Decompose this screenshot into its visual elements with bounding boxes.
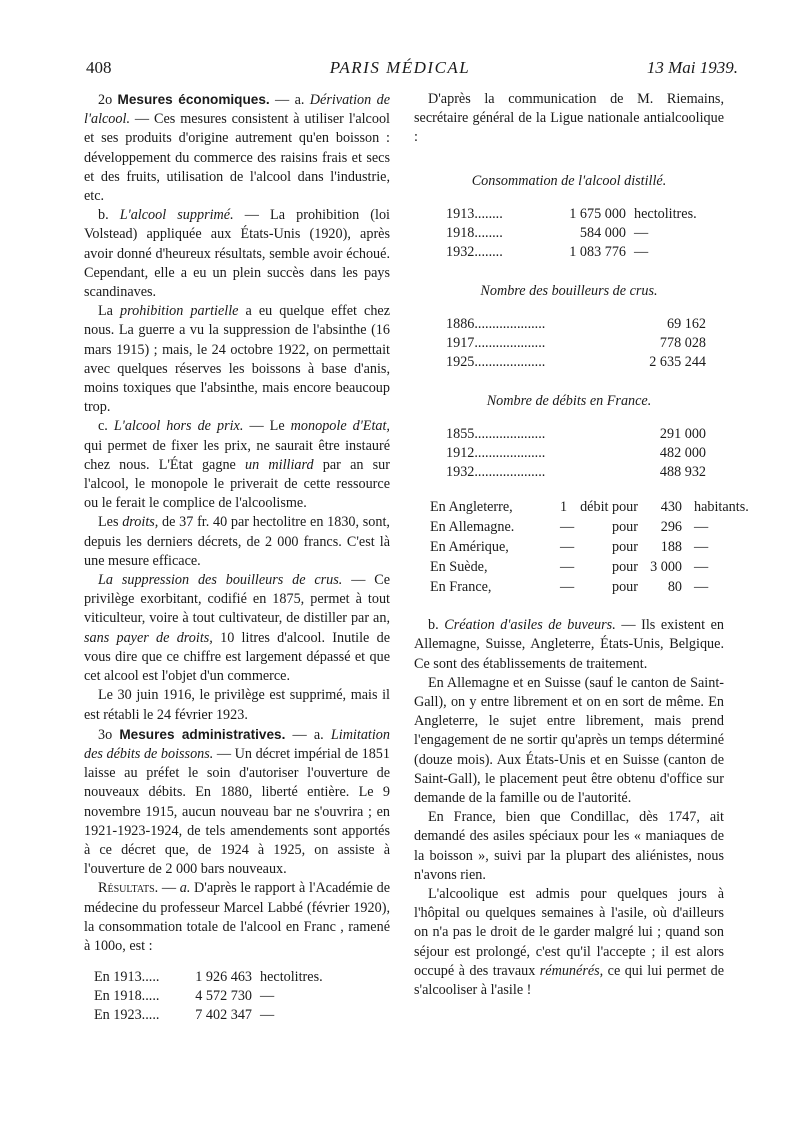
section-heading: Mesures économiques. [117, 92, 270, 107]
section-heading: Mesures administratives. [119, 726, 286, 742]
paragraph-germany-switzerland: En Allemagne et en Suisse (sauf le canton de Saint-Gall), on y entre librement et on en sort de même. En Angleterre, le sujet entre librement, mais prend l'engagement de ne sortir qu'après un temps déterminé (douze mois). Aux États-Unis et en Suisse (canton de Saint-Gall), le placement peut être obtenu d'office sur demande de la famille ou de l'autorité. [414, 674, 724, 807]
page-header [62, 58, 738, 84]
table-row: En France, — pour 80 — [430, 579, 709, 596]
table-row: 1917.................... 778 028 [446, 335, 706, 352]
table-row: En Allemagne. — pour 296 — [430, 519, 709, 536]
table-row: En Angleterre, 1 débit pour 430 habitants. [430, 499, 749, 516]
debits-table [414, 425, 724, 482]
table-row: 1913........ 1 675 000 hectolitres. [446, 205, 697, 222]
distilled-alcohol-table [414, 205, 724, 262]
table-row: En Amérique, — pour 188 — [430, 539, 709, 556]
paragraph-bouilleurs: La suppression des bouilleurs de crus. — Ce privilège exorbitant, codifié en 1875, permet à tout viticulteur, voire à tout cultivateur, de distiller par an, sans payer de droits, 10 litres d'alcool. Inutile de vous dire que ce chiffre est largement dépassé et que cet alcool est l'objet d'un commerce. [84, 572, 390, 685]
table-caption: Consommation de l'alcool distillé. [471, 172, 667, 189]
paragraph-results: Résultats. — a. D'après le rapport à l'Académie de médecine du professeur Marcel Labbé (février 1920), la consommation totale de l'alcool en Franc , ramené à 100o, est : [84, 880, 391, 954]
table-row: En 1913..... 1 926 463 hectolitres. [94, 969, 323, 986]
right-column [414, 90, 749, 1000]
table-row: 1918........ 584 000 — [446, 224, 649, 241]
table-row: 1932........ 1 083 776 — [446, 243, 649, 260]
paragraph-france-condillac: En France, bien que Condillac, dès 1747, ait demandé des asiles spéciaux pour les « maniaques de la boisson », suivi par la plupart des aliénistes, nous n'avons rien. [414, 809, 724, 883]
paragraph-alcoholic-admitted: L'alcoolique est admis pour quelques jours à l'hôpital ou quelques semaines à l'asile, où d'ailleurs on n'a pas le droit de le garder malgré lui ; quand son séjour est prolongé, c'est qu'il l'accepte ; il est alors occupé à des travaux rémunérés, ce qui lui permet de s'alcooliser à l'asile ! [414, 886, 724, 999]
paragraph-economic-measures: 2o Mesures économiques. — a. Dérivation de l'alcool. — Ces mesures consistent à utiliser l'alcool et ses produits d'origine autrement qu'en boisson : développement du commerce des raisins frais et secs et des fruits, utilisation de l'alcool dans l'industrie, etc. [84, 92, 390, 205]
table-row: 1932.................... 488 932 [446, 464, 706, 481]
paragraph-partial-prohibition: La prohibition partielle a eu quelque effet chez nous. La guerre a vu la suppression de l'absinthe (16 mars 1915) ; mais, le 24 octobre 1922, on permettait avec quelques réserves les boissons à base d'anis, moins toxiques que l'absinthe, mais encore beaucoup trop. [84, 303, 391, 416]
page-number: 408 [86, 58, 112, 77]
country-comparison-table [414, 498, 749, 598]
table-row: En Suède, — pour 3 000 — [430, 559, 709, 576]
paragraph-alcohol-price: c. L'alcool hors de prix. — Le monopole d'Etat, qui permet de fixer les prix, ne saurait être instauré chez nous. L'État gagne un milliard par an sur l'alcool, le monopole le priverait de cette ressource ou le ferait le complice de l'alcoolisme. [84, 418, 390, 512]
table-row: 1912.................... 482 000 [446, 445, 706, 462]
journal-title: PARIS MÉDICAL [329, 58, 471, 77]
table-row: 1886.................... 69 162 [446, 316, 706, 333]
table-row: En 1923..... 7 402 347 — [94, 1007, 275, 1024]
issue-date: 13 Mai 1939. [646, 58, 738, 77]
table-caption: Nombre de débits en France. [486, 393, 652, 410]
consumption-table [94, 968, 390, 1025]
paragraph-duties: Les droits, de 37 fr. 40 par hectolitre en 1830, sont, depuis les derniers décrets, de 2 000 francs. C'est là une mesure efficace. [84, 514, 390, 569]
table-row: En 1918..... 4 572 730 — [94, 988, 275, 1005]
paragraph-asylums: b. Création d'asiles de buveurs. — Ils existent en Allemagne, Suisse, Angleterre, États-Unis, Belgique. Ce sont des établissements de traitement. [414, 617, 724, 672]
paragraph-riemains-intro: D'après la communication de M. Riemains, secrétaire général de la Ligue nationale antialcoolique : [414, 91, 724, 146]
bouilleurs-table [414, 315, 724, 372]
table-caption: Nombre des bouilleurs de crus. [480, 282, 658, 299]
table-row: 1855.................... 291 000 [446, 426, 706, 443]
left-column [84, 90, 390, 1025]
paragraph-alcohol-suppressed: b. L'alcool supprimé. — La prohibition (loi Volstead) appliquée aux États-Unis (1920), après avoir donné d'heureux résultats, semble avoir échoué. Cependant, elle a eu un plein succès dans les pays scandinaves. [84, 207, 390, 301]
paragraph-administrative-measures: 3o Mesures administratives. — a. Limitation des débits de boissons. — Un décret impérial de 1851 laisse au préfet le soin d'autoriser l'ouverture de nouveaux débits. En 1880, liberté entière. Le 9 novembre 1915, aucun nouveau bar ne s'ouvrira ; en 1921-1923-1924, de tels amendements sont apportés à ce décret que, de 1924 à 1925, on assiste à l'ouverture de 2 000 bars nouveaux. [84, 726, 390, 878]
table-row: 1925.................... 2 635 244 [446, 354, 706, 371]
paragraph-privilege-1916: Le 30 juin 1916, le privilège est supprimé, mais il est rétabli le 24 février 1923. [84, 687, 390, 723]
